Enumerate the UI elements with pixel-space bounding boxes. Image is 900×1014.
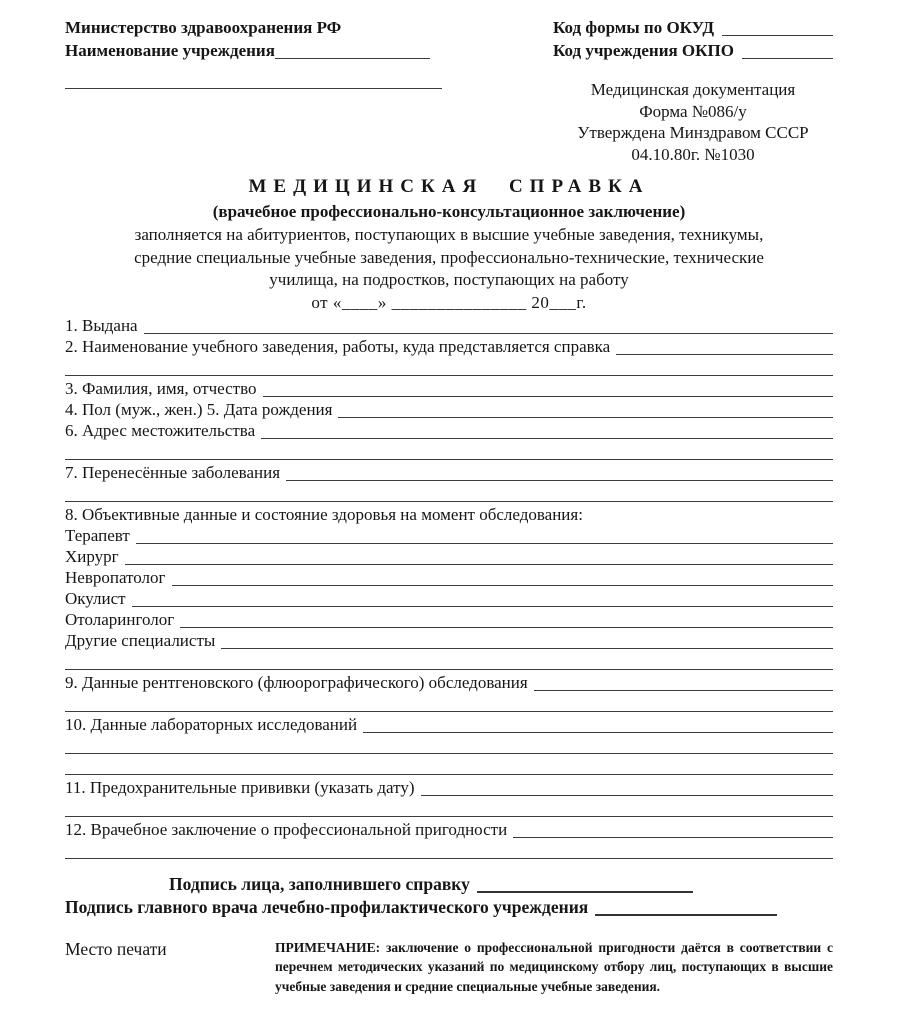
form-footer: [65, 938, 833, 997]
institution-line: [65, 39, 450, 62]
okud-code-row: [553, 16, 833, 39]
field-label: 12. Врачебное заключение о профессиональной пригодности: [65, 819, 508, 839]
note-label: ПРИМЕЧАНИЕ:: [275, 939, 381, 955]
page-subtitle: (врачебное профессионально-консультационное заключение): [212, 202, 686, 221]
form-row-blank-line: [65, 735, 833, 756]
signature-row-chief-doctor: [65, 896, 833, 919]
form-row-blank-line: [65, 798, 833, 819]
write-in-line: [125, 564, 833, 565]
section-heading: 8. Объективные данные и состояние здоровья на момент обследования:: [65, 504, 583, 524]
form-row-issued: [65, 315, 833, 336]
write-in-line: [65, 459, 833, 460]
signature-filler-line: [477, 891, 693, 893]
field-label: Отоларинголог: [65, 609, 175, 629]
field-label: 10. Данные лабораторных исследований: [65, 714, 358, 734]
field-label: 3. Фамилия, имя, отчество: [65, 378, 257, 398]
form-row-otolaryngologist: [65, 609, 833, 630]
write-in-line: [136, 543, 833, 544]
signature-row-filler: [169, 873, 833, 896]
field-label: 2. Наименование учебного заведения, работы, куда представляется справка: [65, 336, 611, 356]
write-in-line: [363, 732, 833, 733]
field-label: 11. Предохранительные прививки (указать дату): [65, 777, 415, 797]
field-label: Невропатолог: [65, 567, 166, 587]
form-row-blank-line: [65, 651, 833, 672]
description-line-1: заполняется на абитуриентов, поступающих в высшие учебные заведения, техникумы,: [134, 225, 764, 244]
okud-label: Код формы по ОКУД: [553, 18, 715, 37]
form-header: [65, 16, 833, 165]
institution-continuation-line: [65, 88, 442, 89]
write-in-line: [65, 774, 833, 775]
write-in-line: [65, 753, 833, 754]
form-row-vaccinations: [65, 777, 833, 798]
doc-line-form-number: Форма №086/у: [639, 101, 747, 121]
field-label: Терапевт: [65, 525, 130, 545]
form-body: [65, 315, 833, 861]
doc-classification-block: [553, 79, 833, 165]
form-row-oculist: [65, 588, 833, 609]
institution-label: Наименование учреждения: [65, 41, 275, 60]
write-in-line: [65, 375, 833, 376]
field-label: 7. Перенесённые заболевания: [65, 462, 281, 482]
form-row-surgeon: [65, 546, 833, 567]
signature-chief-label: Подпись главного врача лечебно-профилактического учреждения: [65, 896, 589, 917]
header-left-block: [65, 16, 450, 165]
issue-date-line: от «____» _______________ 20___г.: [311, 292, 587, 312]
institution-write-in-line: [275, 58, 430, 59]
form-row-neurologist: [65, 567, 833, 588]
form-row-sex-birthdate: [65, 399, 833, 420]
title-block: [65, 174, 833, 314]
write-in-line: [65, 669, 833, 670]
write-in-line: [65, 501, 833, 502]
field-label: 9. Данные рентгеновского (флюорографического) обследования: [65, 672, 528, 692]
doc-line-documentation: Медицинская документация: [590, 80, 796, 99]
write-in-line: [65, 711, 833, 712]
write-in-line: [534, 690, 833, 691]
form-row-blank-line: [65, 693, 833, 714]
write-in-line: [221, 648, 833, 649]
stamp-place-label: Место печати: [65, 938, 167, 959]
write-in-line: [65, 858, 833, 859]
okpo-label: Код учреждения ОКПО: [553, 41, 734, 60]
form-row-medical-conclusion: [65, 819, 833, 840]
description-line-3: училища, на подростков, поступающих на работу: [269, 270, 629, 289]
field-label: 1. Выдана: [65, 315, 138, 335]
field-label: Хирург: [65, 546, 119, 566]
signature-chief-line: [595, 914, 777, 916]
doc-line-approved-by: Утверждена Минздравом СССР: [577, 123, 809, 142]
doc-line-approval-date: 04.10.80г. №1030: [631, 144, 755, 164]
form-row-xray: [65, 672, 833, 693]
field-label: 6. Адрес местожительства: [65, 420, 256, 440]
form-row-blank-line: [65, 441, 833, 462]
form-row-blank-line: [65, 840, 833, 861]
write-in-line: [286, 480, 833, 481]
form-row-blank-line: [65, 483, 833, 504]
write-in-line: [421, 795, 834, 796]
write-in-line: [65, 816, 833, 817]
page-title: МЕДИЦИНСКАЯ СПРАВКА: [248, 176, 650, 197]
form-row-blank-line: [65, 357, 833, 378]
form-row-past-illnesses: [65, 462, 833, 483]
form-row-other-specialists: [65, 630, 833, 651]
write-in-line: [513, 837, 833, 838]
write-in-line: [263, 396, 833, 397]
form-row-address: [65, 420, 833, 441]
write-in-line: [132, 606, 833, 607]
form-row-objective-data-heading: [65, 504, 833, 525]
signature-filler-label: Подпись лица, заполнившего справку: [169, 873, 470, 894]
form-row-institution: [65, 336, 833, 357]
form-row-therapist: [65, 525, 833, 546]
note-block: [275, 938, 833, 997]
okpo-code-row: [553, 39, 833, 62]
field-label: Другие специалисты: [65, 630, 216, 650]
write-in-line: [261, 438, 833, 439]
form-row-fullname: [65, 378, 833, 399]
form-row-blank-line: [65, 756, 833, 777]
header-right-block: [553, 16, 833, 165]
note-text: заключение о профессиональной пригодности даётся в соответствии с перечнем методических указаний по медицинскому отбору лиц, поступающих в высшие учебные заведения и средние специальные учебные заведения.: [275, 939, 833, 994]
okpo-write-in-line: [742, 58, 833, 59]
write-in-line: [172, 585, 834, 586]
write-in-line: [144, 333, 833, 334]
description-line-2: средние специальные учебные заведения, профессионально-технические, технические: [134, 247, 764, 267]
okud-write-in-line: [722, 35, 833, 36]
write-in-line: [338, 417, 833, 418]
form-row-lab-tests: [65, 714, 833, 735]
signature-block: [65, 873, 833, 919]
ministry-line: Министерство здравоохранения РФ: [65, 18, 342, 37]
field-label: 4. Пол (муж., жен.) 5. Дата рождения: [65, 399, 333, 419]
field-label: Окулист: [65, 588, 126, 608]
write-in-line: [180, 627, 833, 628]
write-in-line: [616, 354, 833, 355]
